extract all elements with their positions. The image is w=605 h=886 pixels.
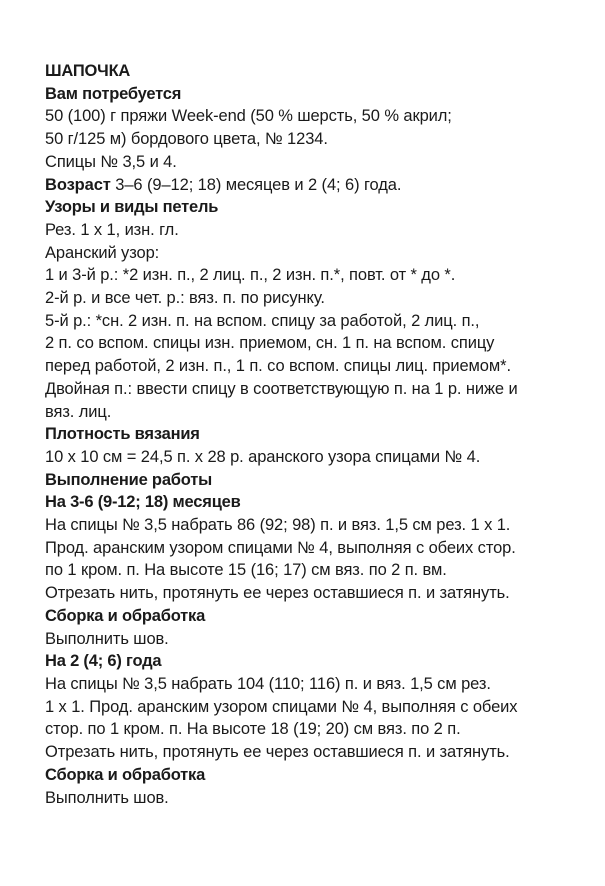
- aran-row-5-line-2: 2 п. со вспом. спицы изн. приемом, сн. 1 п. на вспом. спицу: [45, 334, 495, 353]
- aran-row-1: 1 и 3-й р.: *2 изн. п., 2 лиц. п., 2 изн. п.*, повт. от * до *.: [45, 266, 456, 285]
- aran-row-5-line-3: перед работой, 2 изн. п., 1 п. со вспом. спицы лиц. приемом*.: [45, 357, 511, 376]
- double-stitch-line-2: вяз. лиц.: [45, 402, 112, 421]
- size-1-line-2: Прод. аранским узором спицами № 4, выполняя с обеих стор.: [45, 538, 516, 557]
- materials-heading: Вам потребуется: [45, 84, 182, 103]
- aran-row-5-line-1: 5-й р.: *сн. 2 изн. п. на вспом. спицу за работой, 2 лиц. п.,: [45, 311, 480, 330]
- work-heading: Выполнение работы: [45, 470, 213, 489]
- size-2-assembly-text: Выполнить шов.: [45, 788, 169, 807]
- size-1-heading: На 3-6 (9-12; 18) месяцев: [45, 493, 241, 512]
- yarn-line-2: 50 г/125 м) бордового цвета, № 1234.: [45, 130, 328, 149]
- size-2-assembly-heading: Сборка и обработка: [45, 765, 206, 784]
- size-1-line-3: по 1 кром. п. На высоте 15 (16; 17) см вяз. по 2 п. вм.: [45, 561, 447, 580]
- age-line: [45, 174, 590, 197]
- size-1-line-4: Отрезать нить, протянуть ее через оставшиеся п. и затянуть.: [45, 584, 510, 603]
- age-value: 3–6 (9–12; 18) месяцев и 2 (4; 6) года.: [110, 175, 402, 194]
- size-2-line-3: стор. по 1 кром. п. На высоте 18 (19; 20) см вяз. по 2 п.: [45, 720, 461, 739]
- size-2-line-2: 1 х 1. Прод. аранским узором спицами № 4, выполняя с обеих: [45, 697, 518, 716]
- gauge-heading: Плотность вязания: [45, 425, 200, 444]
- size-2-line-4: Отрезать нить, протянуть ее через оставшиеся п. и затянуть.: [45, 743, 510, 762]
- size-1-assembly-heading: Сборка и обработка: [45, 606, 206, 625]
- document-title: ШАПОЧКА: [45, 62, 131, 80]
- knitting-instructions: [45, 60, 590, 809]
- rib-line: Рез. 1 х 1, изн. гл.: [45, 220, 179, 239]
- patterns-heading: Узоры и виды петель: [45, 198, 219, 217]
- size-1-assembly-text: Выполнить шов.: [45, 629, 169, 648]
- size-1-line-1: На спицы № 3,5 набрать 86 (92; 98) п. и вяз. 1,5 см рез. 1 х 1.: [45, 516, 511, 535]
- size-2-line-1: На спицы № 3,5 набрать 104 (110; 116) п. и вяз. 1,5 см рез.: [45, 674, 491, 693]
- gauge-text: 10 х 10 см = 24,5 п. х 28 р. аранского узора спицами № 4.: [45, 447, 481, 466]
- double-stitch-line-1: Двойная п.: ввести спицу в соответствующую п. на 1 р. ниже и: [45, 379, 518, 398]
- aran-row-2: 2-й р. и все чет. р.: вяз. п. по рисунку.: [45, 289, 325, 308]
- needles-line: Спицы № 3,5 и 4.: [45, 152, 177, 171]
- aran-title: Аранский узор:: [45, 243, 160, 262]
- size-2-heading: На 2 (4; 6) года: [45, 652, 162, 671]
- yarn-line-1: 50 (100) г пряжи Week-end (50 % шерсть, 50 % акрил;: [45, 107, 452, 126]
- age-label: Возраст: [45, 175, 111, 194]
